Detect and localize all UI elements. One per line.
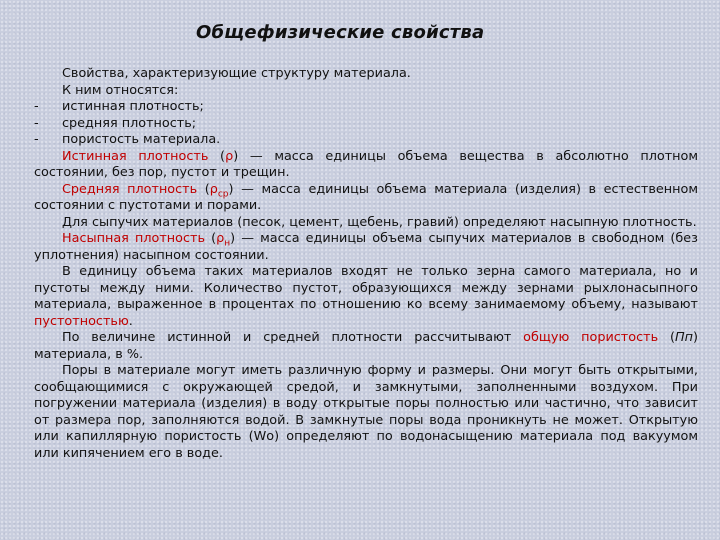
voidness-term: пустотностью — [34, 313, 129, 329]
paren-close: ) — [228, 181, 234, 197]
true-density-symbol: ρ — [225, 148, 234, 164]
avg-density-subscript: ср — [217, 189, 229, 200]
intro-line-2: К ним относятся: — [62, 82, 179, 98]
list-bullet: - — [34, 132, 39, 147]
porosity-text: По величине истинной и средней плотности рассчитывают — [62, 330, 524, 345]
pores-paragraph: Поры в материале могут иметь различную форму и размеры. Они могут быть открытыми, сообщающимися с окружающей средой, и замкнутыми, заполненными воздухом. При погружении материала (изделия) в воду открытые поры полностью или частично, что зависит от размера пор, заполняются водой. В замкнутые поры вода проникнуть не может. Открытую или капиллярную пористость (Wо) определяют по водонасыщению материала под вакуумом или кипячением его в воде. — [34, 363, 698, 461]
paren-open: ( — [208, 148, 226, 164]
paren-open: ( — [658, 330, 675, 345]
voidness-paragraph — [34, 264, 698, 330]
voidness-text: В единицу объема таких материалов входят не только зерна самого материала, но и пустоты между ними. Количество пустот, образующихся между зернами рыхлонасыпного материала, выраженное в процентах по отношению ко всему занимаемому объему, называют — [34, 264, 698, 312]
true-density-text: — масса единицы объема вещества в абсолютно плотном состоянии, без пор, пустот и трещин. — [34, 148, 699, 180]
porosity-symbol: Пп — [674, 330, 693, 345]
period: . — [128, 313, 133, 329]
bulk-density-symbol: ρ — [216, 231, 225, 246]
bulk-density-term: Насыпная плотность — [62, 231, 206, 246]
true-density-term: Истинная плотность — [62, 148, 209, 164]
list-item-text: пористость материала. — [62, 132, 221, 147]
avg-density-term: Средняя плотность — [62, 181, 198, 197]
list-item — [34, 99, 698, 116]
intro-line: Свойства, характеризующие структуру материала. — [62, 66, 411, 81]
properties-list — [34, 99, 698, 149]
paren-open: ( — [197, 181, 210, 197]
avg-density-paragraph — [34, 182, 698, 215]
bulk-density-subscript: н — [224, 238, 231, 249]
slide-body — [34, 66, 698, 462]
porosity-term: общую пористость — [523, 330, 659, 345]
list-item — [34, 132, 698, 149]
bulk-density-text: — масса единицы объема сыпучих материалов в свободном (без уплотнения) насыпном состоянии. — [34, 231, 698, 263]
true-density-paragraph — [34, 149, 698, 182]
list-item-text: истинная плотность; — [62, 99, 204, 114]
list-item-text: средняя плотность; — [62, 115, 197, 131]
bulk-intro-paragraph: Для сыпучих материалов (песок, цемент, щебень, гравий) определяют насыпную плотность. — [62, 214, 697, 230]
paren-open: ( — [205, 231, 217, 246]
list-item — [34, 116, 698, 133]
avg-density-text: — масса единицы объема материала (изделия) в естественном состоянии с пустотами и порами. — [34, 181, 698, 213]
bulk-density-paragraph — [34, 231, 698, 264]
porosity-paragraph — [34, 330, 698, 363]
list-bullet: - — [34, 115, 39, 131]
porosity-tail: ) материала, в %. — [34, 330, 698, 362]
slide-title: Общефизические свойства — [196, 22, 485, 43]
paren-close: ) — [233, 148, 239, 164]
paren-close: ) — [230, 231, 236, 246]
list-bullet: - — [34, 99, 39, 114]
avg-density-symbol: ρ — [209, 181, 218, 197]
